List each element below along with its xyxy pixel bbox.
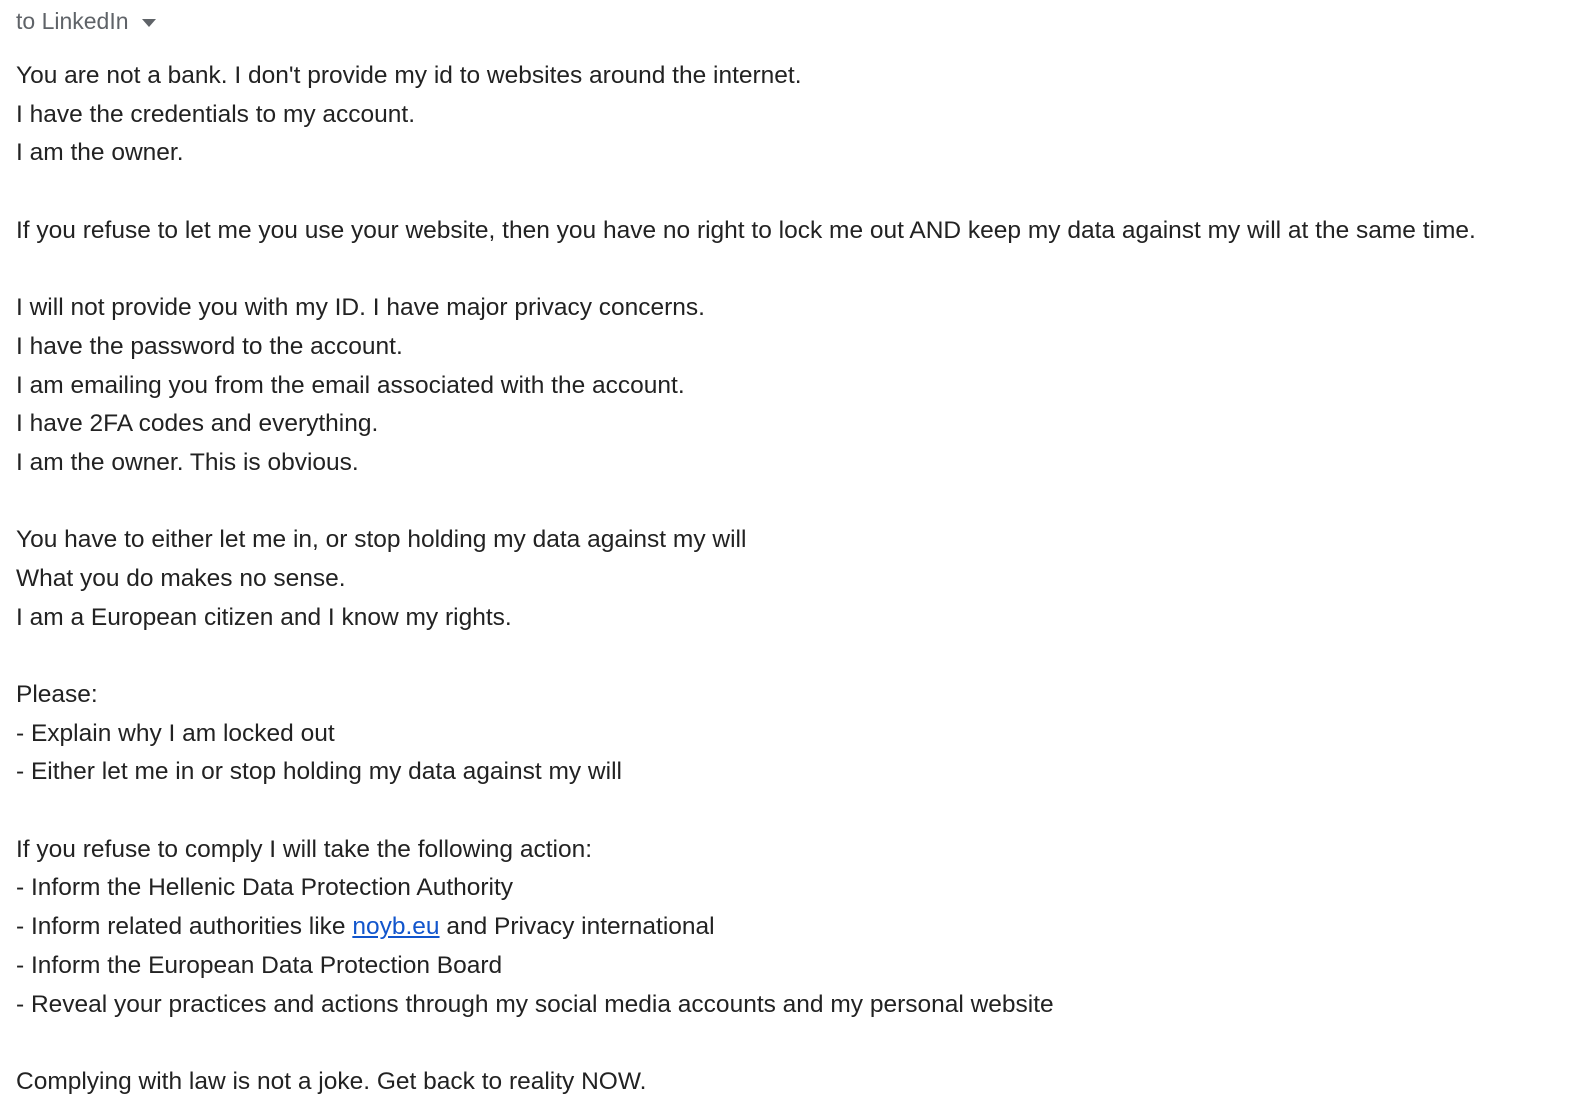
body-line: I have the credentials to my account.	[16, 100, 416, 128]
paragraph-spacer	[16, 792, 1576, 831]
paragraph-spacer	[16, 173, 1576, 212]
paragraph-spacer	[16, 250, 1576, 289]
chevron-down-icon[interactable]	[142, 19, 156, 27]
noyb-link[interactable]: noyb.eu	[352, 913, 440, 941]
list-item-text: - Inform related authorities like	[16, 913, 353, 941]
list-item: - Inform the Hellenic Data Protection Authority	[16, 874, 514, 902]
body-line: You have to either let me in, or stop holding my data against my will	[16, 526, 747, 554]
body-line: If you refuse to let me you use your website, then you have no right to lock me out AND keep my data against my will at the same time.	[16, 216, 1476, 244]
list-item: - Inform the European Data Protection Board	[16, 951, 503, 979]
paragraph-spacer	[16, 637, 1576, 676]
body-line: I have the password to the account.	[16, 332, 403, 360]
body-line: I am emailing you from the email associated with the account.	[16, 371, 685, 399]
body-line: I have 2FA codes and everything.	[16, 410, 379, 438]
body-line: Complying with law is not a joke. Get back to reality NOW.	[16, 1067, 647, 1095]
list-item: - Either let me in or stop holding my data against my will	[16, 758, 622, 786]
recipient-label: to LinkedIn	[16, 7, 129, 34]
paragraph-spacer	[16, 483, 1576, 522]
body-line: You are not a bank. I don't provide my id to websites around the internet.	[16, 62, 802, 89]
body-line: I am the owner. This is obvious.	[16, 448, 359, 476]
body-line: If you refuse to comply I will take the following action:	[16, 835, 593, 863]
list-item	[16, 908, 1576, 947]
list-item: - Explain why I am locked out	[16, 719, 335, 747]
list-item-text: and Privacy international	[439, 913, 715, 941]
body-line: I am the owner.	[16, 139, 184, 167]
list-item: - Reveal your practices and actions through my social media accounts and my personal website	[16, 990, 1054, 1018]
body-line: I am a European citizen and I know my rights.	[16, 603, 512, 631]
body-line: What you do makes no sense.	[16, 564, 346, 592]
paragraph-spacer	[16, 1024, 1576, 1063]
recipient-dropdown[interactable]	[16, 6, 156, 36]
body-line: I will not provide you with my ID. I have major privacy concerns.	[16, 294, 705, 322]
body-line: Please:	[16, 681, 98, 708]
email-body	[16, 57, 1576, 1102]
